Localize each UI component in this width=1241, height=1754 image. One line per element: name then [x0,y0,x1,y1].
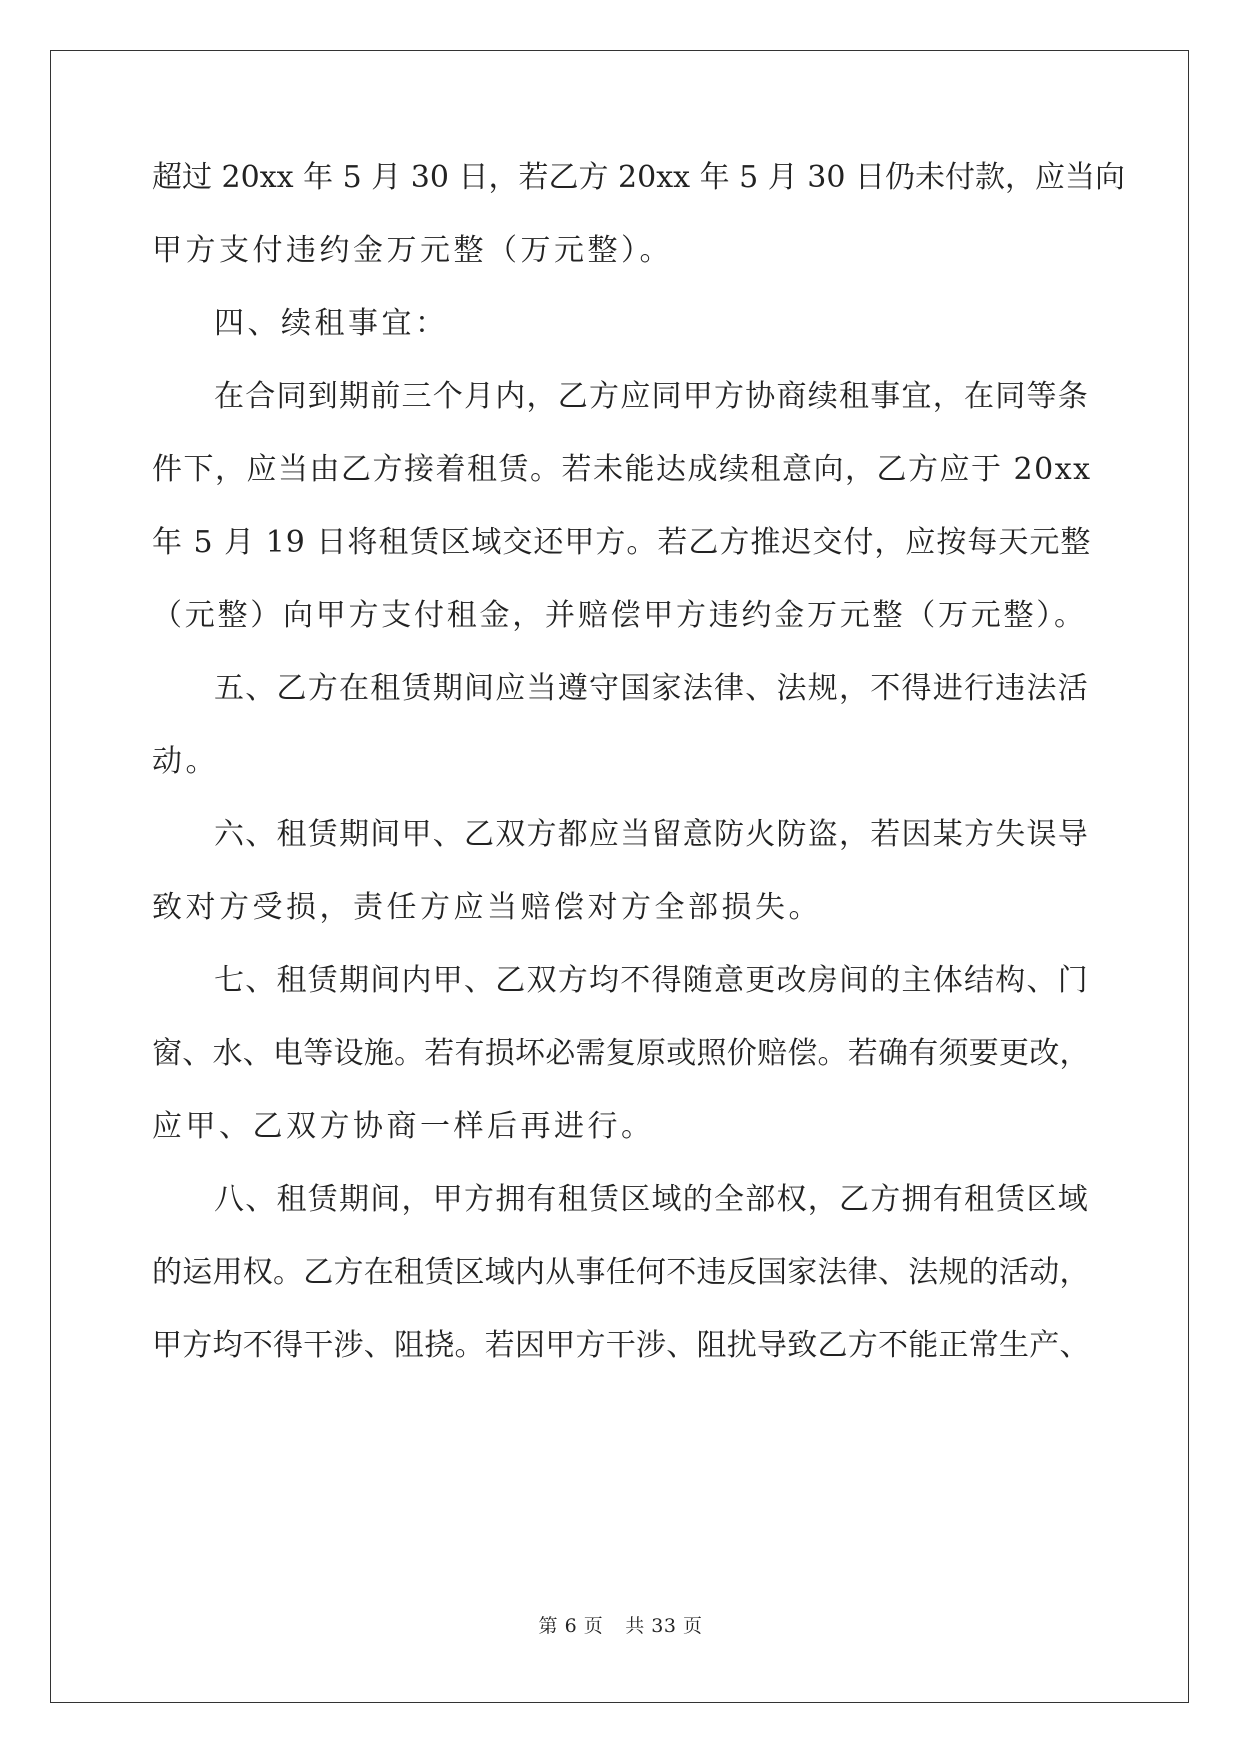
text-line: 件下，应当由乙方接着租赁。若未能达成续租意向，乙方应于 20xx [152,452,1092,487]
text-line: 的运用权。乙方在租赁区域内从事任何不违反国家法律、法规的活动， [152,1255,1090,1290]
section-heading: 四、续租事宜： [214,306,449,341]
page-number: 第 6 页 [538,1615,604,1637]
text-line: 致对方受损，责任方应当赔偿对方全部损失。 [152,890,822,925]
text-line: 应甲、乙双方协商一样后再进行。 [152,1109,655,1144]
text-line: 甲方支付违约金万元整（万元整）。 [152,233,673,268]
text-line: 六、租赁期间甲、乙双方都应当留意防火防盗，若因某方失误导 [214,817,1089,852]
text-line: 超过 20xx 年 5 月 30 日，若乙方 20xx 年 5 月 30 日仍未付款，应当向 [152,160,1125,195]
text-line: 在合同到期前三个月内，乙方应同甲方协商续租事宜，在同等条 [214,379,1089,414]
text-line: 动。 [152,744,219,779]
text-line: 八、租赁期间，甲方拥有租赁区域的全部权，乙方拥有租赁区域 [214,1182,1089,1217]
text-line: 五、乙方在租赁期间应当遵守国家法律、法规，不得进行违法活 [214,671,1089,706]
text-line: 甲方均不得干涉、阻挠。若因甲方干涉、阻扰导致乙方不能正常生产、 [152,1328,1090,1363]
text-line: 七、租赁期间内甲、乙双方均不得随意更改房间的主体结构、门 [214,963,1089,998]
text-line: 年 5 月 19 日将租赁区域交还甲方。若乙方推迟交付，应按每天元整 [152,525,1092,560]
page-total: 共 33 页 [625,1615,703,1637]
text-line: 窗、水、电等设施。若有损坏必需复原或照价赔偿。若确有须要更改， [152,1036,1090,1071]
page-frame [50,50,1189,1703]
page-footer [0,1611,1241,1638]
text-line: （元整）向甲方支付租金，并赔偿甲方违约金万元整（万元整）。 [152,598,1087,633]
